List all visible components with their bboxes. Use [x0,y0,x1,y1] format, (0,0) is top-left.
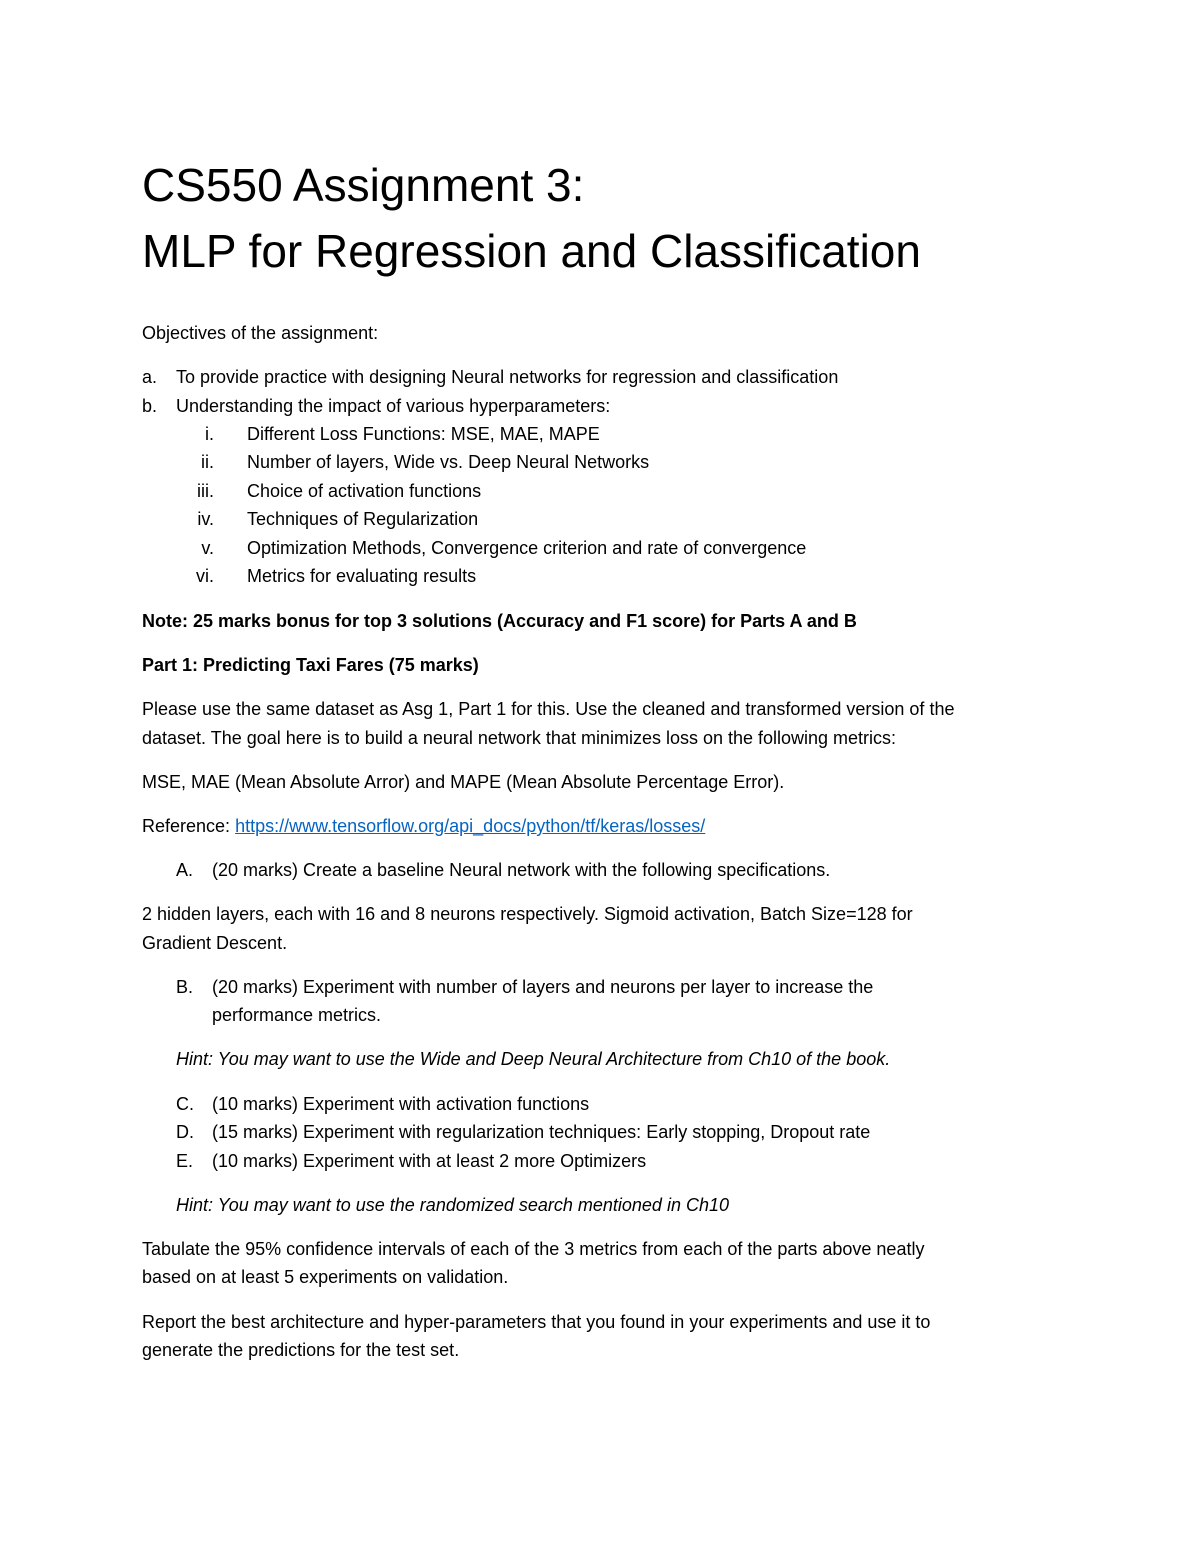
hint-wide-deep: Hint: You may want to use the Wide and Deep Neural Architecture from Ch10 of the book. [176,1049,891,1069]
task-marker-e: E. [176,1151,194,1171]
hint-randomized-search: Hint: You may want to use the randomized search mentioned in Ch10 [176,1195,729,1215]
sublist-marker-iii: iii. [197,481,214,501]
subitem-layers: Number of layers, Wide vs. Deep Neural Networks [247,452,650,472]
list-marker-b: b. [142,396,158,416]
report-line-1: Report the best architecture and hyper-parameters that you found in your experiments and use it to [142,1312,931,1332]
task-a-text: (20 marks) Create a baseline Neural network with the following specifications. [212,860,831,880]
sublist-marker-iv: iv. [197,509,214,529]
part1-intro-line-1: Please use the same dataset as Asg 1, Part 1 for this. Use the cleaned and transformed version of the [142,699,955,719]
sublist-marker-ii: ii. [201,452,214,472]
reference-link[interactable]: https://www.tensorflow.org/api_docs/python/tf/keras/losses/ [235,816,706,836]
task-e-text: (10 marks) Experiment with at least 2 more Optimizers [212,1151,647,1171]
subitem-optimization: Optimization Methods, Convergence criterion and rate of convergence [247,538,807,558]
title-line-1: CS550 Assignment 3: [142,159,585,211]
part1-intro-line-2: dataset. The goal here is to build a neural network that minimizes loss on the following metrics: [142,728,897,748]
sublist-marker-vi: vi. [196,566,214,586]
task-marker-b: B. [176,977,194,997]
task-d-text: (15 marks) Experiment with regularization techniques: Early stopping, Dropout rate [212,1122,871,1142]
objective-item-a: To provide practice with designing Neural networks for regression and classification [176,367,839,387]
title-line-2: MLP for Regression and Classification [142,225,921,277]
task-marker-c: C. [176,1094,194,1114]
baseline-spec-line-2: Gradient Descent. [142,933,288,953]
sublist-marker-v: v. [201,538,214,558]
baseline-spec-line-1: 2 hidden layers, each with 16 and 8 neurons respectively. Sigmoid activation, Batch Size=128 for [142,904,913,924]
bonus-note: Note: 25 marks bonus for top 3 solutions (Accuracy and F1 score) for Parts A and B [142,611,857,631]
tabulate-line-1: Tabulate the 95% confidence intervals of each of the 3 metrics from each of the parts above neatly [142,1239,925,1259]
objective-item-b: Understanding the impact of various hyperparameters: [176,396,611,416]
report-line-2: generate the predictions for the test set. [142,1340,460,1360]
sublist-marker-i: i. [205,424,214,444]
subitem-loss-functions: Different Loss Functions: MSE, MAE, MAPE [247,424,600,444]
task-b-text-line-2: performance metrics. [212,1005,382,1025]
subitem-activation: Choice of activation functions [247,481,482,501]
task-b-text-line-1: (20 marks) Experiment with number of layers and neurons per layer to increase the [212,977,874,997]
objectives-heading: Objectives of the assignment: [142,323,379,343]
task-c-text: (10 marks) Experiment with activation functions [212,1094,590,1114]
reference-line [142,815,705,837]
subitem-regularization: Techniques of Regularization [247,509,479,529]
tabulate-line-2: based on at least 5 experiments on validation. [142,1267,509,1287]
subitem-metrics: Metrics for evaluating results [247,566,477,586]
part1-heading: Part 1: Predicting Taxi Fares (75 marks) [142,655,479,675]
task-marker-d: D. [176,1122,194,1142]
metrics-line: MSE, MAE (Mean Absolute Arror) and MAPE (Mean Absolute Percentage Error). [142,772,785,792]
document-title [142,152,921,284]
list-marker-a: a. [142,367,158,387]
task-marker-a: A. [176,860,194,880]
reference-label: Reference: [142,816,236,836]
